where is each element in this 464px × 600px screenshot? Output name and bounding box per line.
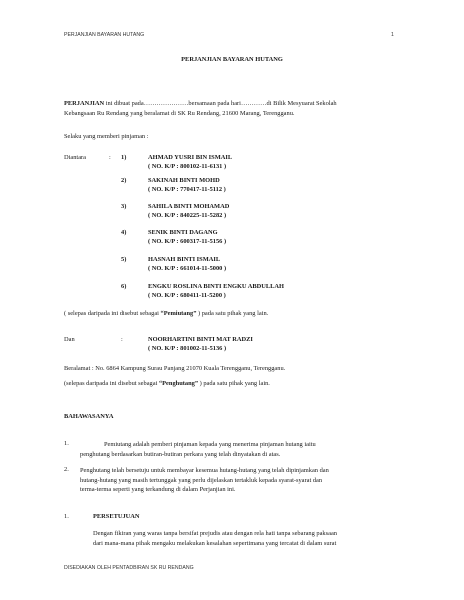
clause-number: 1.: [64, 440, 69, 447]
dan-colon: :: [121, 336, 123, 343]
alamat-text: Beralamat : No. 6864 Kampung Surau Panjang 21070 Kuala Terengganu, Terengganu.: [64, 365, 286, 372]
lender-name: HASNAH BINTI ISMAIL: [148, 256, 221, 263]
intro-keyword: PERJANJIAN: [64, 100, 105, 107]
pemiutang-term: “Pemiutang”: [160, 310, 197, 317]
intro-line2: Kebangsaan Ru Rendang yang beralamat di SK Ru Rendang, 21600 Marang, Terengganu.: [64, 109, 295, 117]
lender-number: 1): [121, 154, 127, 161]
lender-name: SAHILA BINTI MOHAMAD: [148, 203, 230, 210]
lender-name: SAKINAH BINTI MOHD: [148, 177, 220, 184]
diantara-label: Diantara: [64, 154, 86, 161]
lender-number: 4): [121, 229, 127, 236]
running-header: PERJANJIAN BAYARAN HUTANG: [64, 32, 145, 38]
lender-name: SENIK BINTI DAGANG: [148, 229, 218, 236]
lender-kp: ( NO. K/P : 840225-11-5282 ): [148, 212, 227, 219]
lender-kp: ( NO. K/P : 600317-11-5156 ): [148, 238, 227, 245]
intro-line1: ini dibuat pada…………………bersamaan pada hari…………di Bilik Mesyuarat Sekolah: [104, 100, 337, 107]
bahawasanya-heading: BAHAWASANYA: [64, 413, 114, 420]
lender-kp: ( NO. K/P : 770417-11-5112 ): [148, 186, 226, 193]
debtor-kp: ( NO. K/P : 801002-11-5136 ): [148, 345, 227, 352]
dan-label: Dan: [64, 336, 75, 343]
lender-name: AHMAD YUSRI BIN ISMAIL: [148, 154, 233, 161]
pemiutang-note: ( selepas daripada ini disebut sebagai “Pemiutang” ) pada satu pihak yang lain.: [64, 310, 269, 317]
lender-kp: ( NO. K/P : 680411-11-5200 ): [148, 292, 226, 299]
penghutang-term: “Penghutang”: [158, 380, 199, 387]
lender-number: 2): [121, 177, 127, 184]
penghutang-note: (selepas daripada ini disebut sebagai “Penghutang” ) pada satu pihak yang lain.: [64, 380, 270, 387]
footer-text: DISEDIAKAN OLEH PENTADBIRAN SK RU RENDANG: [64, 565, 194, 571]
section-text: Dengan fikiran yang waras tanpa bersifat prejudis atau dengan rela hati tanpa sebarang paksaan dari mana-mana pihak mengaku melakukan kesalahan sepertimana yang tercatat di dalam surat: [93, 530, 337, 547]
clause-number: 2.: [64, 466, 69, 473]
lender-kp: ( NO. K/P : 661014-11-5000 ): [148, 265, 227, 272]
lender-name: ENGKU ROSLINA BINTI ENGKU ABDULLAH: [148, 283, 285, 290]
selaku-text: Selaku yang memberi pinjaman :: [64, 133, 149, 140]
clause-text: Pemiutang adalah pemberi pinjaman kepada yang menerima pinjaman hutang iaitu penghutang berdasarkan butiran-butiran perkara yang telah dinyatakan di atas.: [80, 441, 316, 458]
lender-number: 6): [121, 283, 127, 290]
lender-number: 5): [121, 256, 127, 263]
page-number: 1: [391, 32, 394, 38]
intro-paragraph: [64, 99, 404, 118]
lender-kp: ( NO. K/P : 800102-11-6131 ): [148, 163, 227, 170]
lender-number: 3): [121, 203, 127, 210]
debtor-name: NOORHARTINI BINTI MAT RADZI: [148, 336, 253, 343]
section-heading: PERSETUJUAN: [93, 513, 140, 520]
document-title: PERJANJIAN BAYARAN HUTANG: [181, 56, 283, 63]
diantara-colon: :: [109, 154, 111, 161]
section-number: 1.: [64, 513, 69, 520]
clause-text: Penghutang telah bersetuju untuk membayar kesemua hutang-hutang yang telah dipinjamkan dan hutang-hutang yang masih tertunggak yang perlu dijelaskan tertakluk kepada syarat-syarat dan terma-terma seperti yang terkandung di dalam Perjanjian ini.: [80, 467, 329, 493]
